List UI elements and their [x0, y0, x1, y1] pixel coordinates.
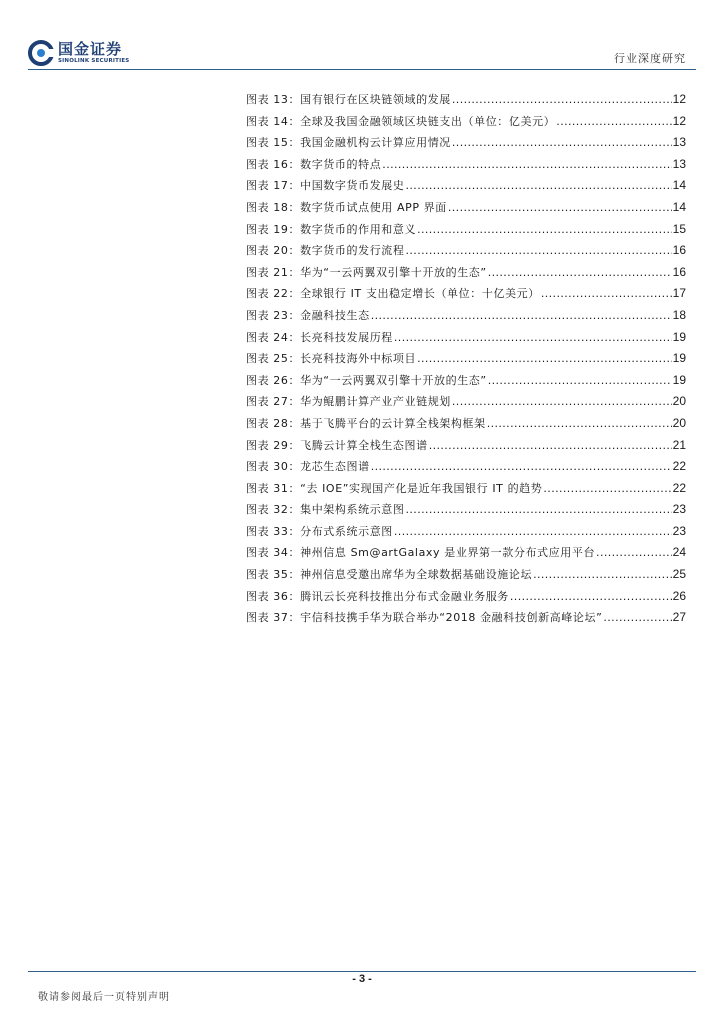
page-number: - 3 - — [352, 973, 372, 985]
toc-dot-leader — [417, 219, 672, 241]
toc-entry[interactable] — [246, 607, 686, 629]
toc-entry-page: 14 — [672, 178, 686, 193]
toc-entry-label: 图表 23：金融科技生态 — [246, 308, 370, 322]
toc-entry-page: 17 — [672, 286, 686, 301]
toc-dot-leader — [556, 111, 671, 133]
toc-entry-label: 图表 21：华为“一云两翼双引擎十开放的生态” — [246, 265, 487, 279]
toc-entry-label: 图表 27：华为鲲鹏计算产业产业链规划 — [246, 395, 451, 409]
toc-entry[interactable] — [246, 391, 686, 413]
toc-entry-page: 23 — [672, 523, 686, 538]
toc-entry-page: 14 — [672, 199, 686, 214]
toc-entry-label: 图表 33：分布式系统示意图 — [246, 524, 393, 538]
toc-entry[interactable] — [246, 327, 686, 349]
toc-entry-page: 21 — [672, 437, 686, 452]
toc-entry-page: 22 — [672, 459, 686, 474]
toc-entry-page: 12 — [672, 113, 686, 128]
toc-dot-leader — [452, 89, 672, 111]
toc-entry-label: 图表 22：全球银行 IT 支出稳定增长（单位：十亿美元） — [246, 287, 540, 301]
toc-entry[interactable] — [246, 111, 686, 133]
logo-chinese-name: 国金证券 — [58, 40, 123, 58]
toc-entry[interactable] — [246, 478, 686, 500]
toc-dot-leader — [603, 607, 671, 629]
disclaimer-text: 敬请参阅最后一页特别声明 — [38, 992, 170, 1003]
toc-entry-page: 22 — [672, 480, 686, 495]
toc-dot-leader — [371, 305, 672, 327]
toc-entry-page: 13 — [672, 156, 686, 171]
toc-entry-label: 图表 35：神州信息受邀出席华为全球数据基础设施论坛 — [246, 568, 533, 582]
footer-divider — [28, 971, 696, 972]
toc-entry[interactable] — [246, 370, 686, 392]
toc-entry-label: 图表 20：数字货币的发行流程 — [246, 244, 405, 258]
toc-dot-leader — [452, 391, 672, 413]
report-category: 行业深度研究 — [614, 52, 686, 65]
toc-dot-leader — [541, 283, 672, 305]
toc-entry-page: 16 — [672, 264, 686, 279]
toc-entry[interactable] — [246, 219, 686, 241]
toc-entry[interactable] — [246, 305, 686, 327]
company-logo — [28, 40, 129, 66]
toc-entry-page: 20 — [672, 415, 686, 430]
toc-entry[interactable] — [246, 586, 686, 608]
toc-entry[interactable] — [246, 240, 686, 262]
toc-entry[interactable] — [246, 499, 686, 521]
page-header — [0, 0, 724, 80]
toc-entry[interactable] — [246, 283, 686, 305]
toc-entry[interactable] — [246, 197, 686, 219]
logo-english-name: SINOLINK SECURITIES — [58, 58, 130, 64]
toc-entry-page: 12 — [672, 92, 686, 106]
toc-entry-page: 26 — [672, 588, 686, 603]
toc-entry-label: 图表 34：神州信息 Sm@artGalaxy 是业界第一款分布式应用平台 — [246, 546, 596, 560]
toc-entry-label: 图表 29：飞腾云计算全栈生态图谱 — [246, 438, 428, 452]
toc-dot-leader — [394, 327, 672, 349]
toc-entry-page: 20 — [672, 394, 686, 409]
header-divider — [28, 69, 696, 70]
toc-dot-leader — [371, 456, 672, 478]
toc-entry[interactable] — [246, 456, 686, 478]
toc-entry-label: 图表 30：龙芯生态图谱 — [246, 460, 370, 474]
toc-entry-page: 25 — [672, 567, 686, 582]
figure-index-list — [246, 89, 686, 629]
toc-entry[interactable] — [246, 154, 686, 176]
toc-entry-page: 24 — [672, 545, 686, 560]
toc-entry-label: 图表 28：基于飞腾平台的云计算全栈架构框架 — [246, 416, 486, 430]
toc-entry-page: 27 — [672, 610, 686, 625]
toc-dot-leader — [382, 154, 671, 176]
toc-entry-label: 图表 25：长亮科技海外中标项目 — [246, 352, 417, 366]
toc-entry-page: 19 — [672, 351, 686, 366]
toc-dot-leader — [596, 542, 672, 564]
toc-entry[interactable] — [246, 132, 686, 154]
toc-entry-label: 图表 26：华为“一云两翼双引擎十开放的生态” — [246, 373, 487, 387]
toc-entry-label: 图表 32：集中架构系统示意图 — [246, 503, 405, 517]
toc-dot-leader — [543, 478, 671, 500]
toc-entry-label: 图表 16：数字货币的特点 — [246, 157, 382, 171]
toc-dot-leader — [533, 564, 672, 586]
toc-dot-leader — [406, 499, 672, 521]
toc-dot-leader — [488, 370, 672, 392]
toc-entry-label: 图表 18：数字货币试点使用 APP 界面 — [246, 200, 447, 214]
toc-entry-label: 图表 14：全球及我国金融领域区块链支出（单位：亿美元） — [246, 114, 556, 128]
toc-entry[interactable] — [246, 521, 686, 543]
toc-entry-page: 19 — [672, 329, 686, 344]
toc-entry-label: 图表 24：长亮科技发展历程 — [246, 330, 393, 344]
toc-dot-leader — [448, 197, 672, 219]
toc-dot-leader — [406, 175, 672, 197]
toc-entry[interactable] — [246, 542, 686, 564]
toc-entry[interactable] — [246, 348, 686, 370]
toc-entry-label: 图表 37：宇信科技携手华为联合举办“2018 金融科技创新高峰论坛” — [246, 611, 603, 625]
sinolink-logo-icon — [28, 40, 54, 66]
toc-entry-label: 图表 31：“去 IOE”实现国产化是近年我国银行 IT 的趋势 — [246, 481, 543, 495]
toc-entry-page: 13 — [672, 135, 686, 150]
toc-entry-page: 23 — [672, 502, 686, 517]
toc-entry-label: 图表 36：腾讯云长亮科技推出分布式金融业务服务 — [246, 589, 509, 603]
toc-entry-label: 图表 15：我国金融机构云计算应用情况 — [246, 136, 451, 150]
toc-dot-leader — [510, 586, 672, 608]
toc-dot-leader — [417, 348, 672, 370]
toc-entry[interactable] — [246, 89, 686, 111]
toc-dot-leader — [488, 262, 672, 284]
toc-entry-page: 16 — [672, 243, 686, 258]
toc-dot-leader — [394, 521, 672, 543]
toc-dot-leader — [487, 413, 672, 435]
toc-entry-page: 18 — [672, 307, 686, 322]
toc-entry[interactable] — [246, 435, 686, 457]
toc-entry-label: 图表 13：国有银行在区块链领域的发展 — [246, 93, 451, 106]
toc-entry[interactable] — [246, 564, 686, 586]
toc-entry-page: 15 — [672, 221, 686, 236]
toc-entry[interactable] — [246, 262, 686, 284]
toc-entry[interactable] — [246, 413, 686, 435]
toc-entry-page: 19 — [672, 372, 686, 387]
toc-entry-label: 图表 19：数字货币的作用和意义 — [246, 222, 417, 236]
toc-dot-leader — [452, 132, 672, 154]
toc-entry-label: 图表 17：中国数字货币发展史 — [246, 179, 405, 193]
toc-dot-leader — [406, 240, 672, 262]
toc-dot-leader — [429, 435, 672, 457]
toc-entry[interactable] — [246, 175, 686, 197]
